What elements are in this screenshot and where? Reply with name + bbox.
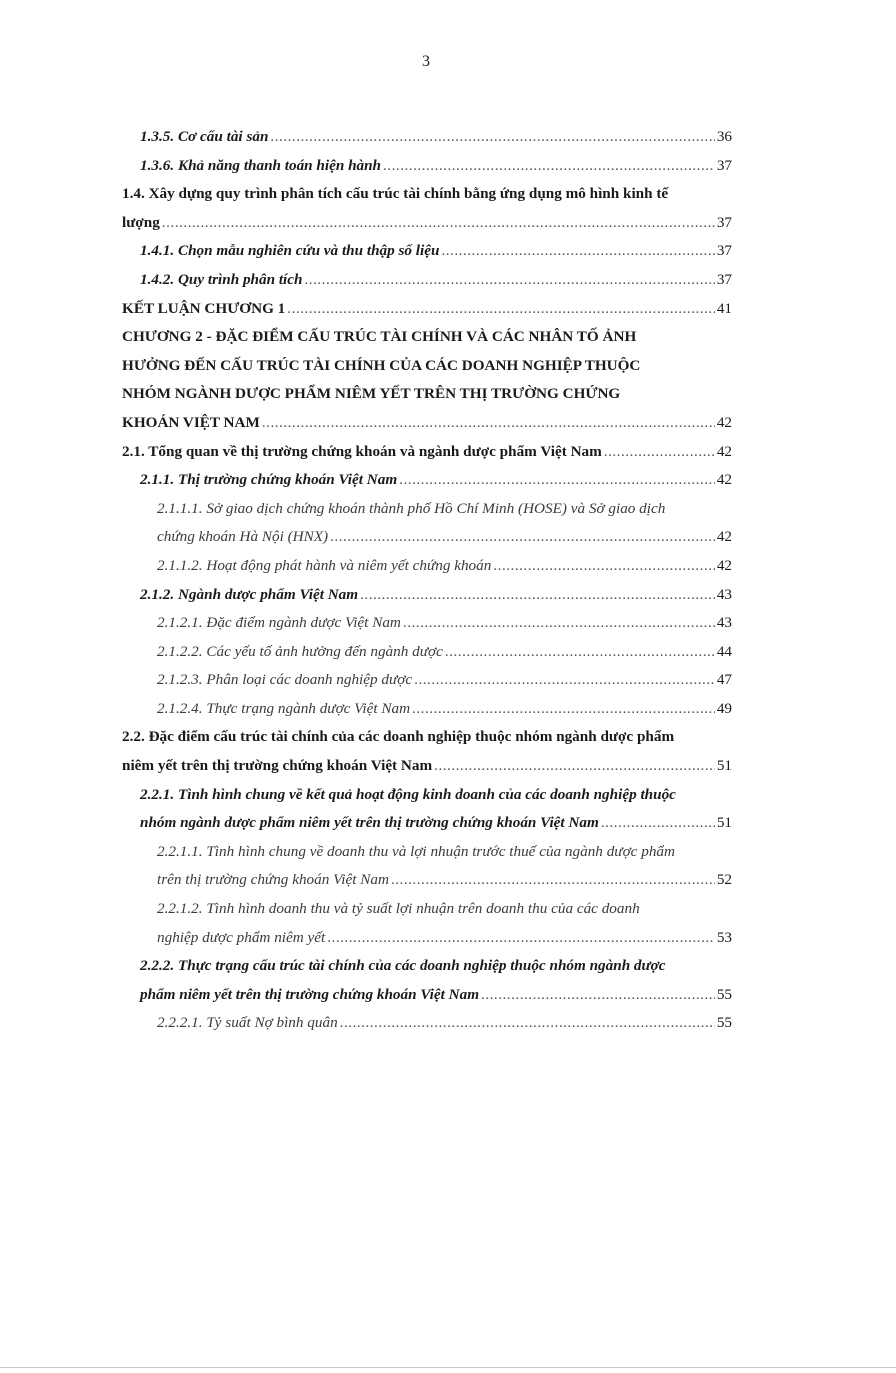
- toc-entry[interactable]: [122, 838, 732, 895]
- dot-leader: [412, 695, 715, 724]
- toc-entry-title: niêm yết trên thị trường chứng khoán Việt Nam: [122, 757, 433, 775]
- toc-entry-title: 1.4.1. Chọn mẫu nghiên cứu và thu thập số liệu: [140, 242, 440, 260]
- toc-line: [122, 266, 732, 295]
- toc-entry[interactable]: [122, 581, 732, 610]
- toc-entry[interactable]: [122, 781, 732, 838]
- toc-page-number: 55: [716, 1014, 732, 1032]
- dot-leader: [262, 409, 715, 438]
- toc-entry[interactable]: [122, 695, 732, 724]
- dot-leader: [330, 523, 715, 552]
- toc-page-number: 42: [716, 471, 732, 489]
- dot-leader: [287, 295, 715, 324]
- toc-entry-title: phẩm niêm yết trên thị trường chứng khoán Việt Nam: [140, 985, 480, 1003]
- toc-line: [122, 723, 732, 752]
- toc-line: [122, 237, 732, 266]
- toc-page-number: 37: [716, 156, 732, 174]
- toc-line: [122, 895, 732, 924]
- toc-entry-title: KHOÁN VIỆT NAM: [122, 413, 260, 431]
- toc-line: [122, 466, 732, 495]
- toc-page-number: 43: [716, 585, 732, 603]
- toc-page-number: 37: [716, 270, 732, 288]
- toc-entry-title: 2.2.1.2. Tình hình doanh thu và tỷ suất lợi nhuận trên doanh thu của các doanh: [157, 900, 640, 918]
- dot-leader: [441, 237, 714, 266]
- dot-leader: [360, 581, 715, 610]
- toc-line: [122, 523, 732, 552]
- dot-leader: [327, 924, 715, 953]
- toc-line: [122, 380, 732, 409]
- toc-entry[interactable]: [122, 1009, 732, 1038]
- toc-entry-title: 2.2.2.1. Tỷ suất Nợ bình quân: [157, 1014, 338, 1032]
- toc-entry-title: 2.1.2.4. Thực trạng ngành dược Việt Nam: [157, 699, 411, 717]
- toc-entry-title: 2.2. Đặc điểm cấu trúc tài chính của các doanh nghiệp thuộc nhóm ngành dược phẩm: [122, 728, 675, 746]
- toc-entry-title: 2.1.2.3. Phân loại các doanh nghiệp dược: [157, 671, 413, 689]
- toc-page-number: 47: [716, 671, 732, 689]
- toc-entry[interactable]: [122, 638, 732, 667]
- toc-entry[interactable]: [122, 152, 732, 181]
- toc-line: [122, 752, 732, 781]
- dot-leader: [391, 866, 715, 895]
- toc-line: [122, 609, 732, 638]
- toc-entry-title: 2.1.2. Ngành dược phẩm Việt Nam: [140, 585, 359, 603]
- toc-page-number: 51: [716, 757, 732, 775]
- toc-entry[interactable]: [122, 552, 732, 581]
- toc-page-number: 42: [716, 528, 732, 546]
- dot-leader: [434, 752, 715, 781]
- toc-line: [122, 781, 732, 810]
- toc-line: [122, 409, 732, 438]
- toc-line: [122, 809, 732, 838]
- dot-leader: [270, 123, 714, 152]
- toc-entry-title: 2.1.1.1. Sở giao dịch chứng khoán thành phố Hồ Chí Minh (HOSE) và Sở giao dịch: [157, 499, 666, 517]
- toc-line: [122, 295, 732, 324]
- toc-page-number: 55: [716, 985, 732, 1003]
- toc-entry-title: trên thị trường chứng khoán Việt Nam: [157, 871, 389, 889]
- dot-leader: [601, 809, 715, 838]
- toc-line: [122, 152, 732, 181]
- toc-entry[interactable]: [122, 495, 732, 552]
- toc-entry-title: 2.1.1.2. Hoạt động phát hành và niêm yết chứng khoán: [157, 556, 492, 574]
- dot-leader: [162, 209, 715, 238]
- toc-entry-title: 2.2.1. Tình hình chung về kết quả hoạt động kinh doanh của các doanh nghiệp thuộc: [140, 785, 676, 803]
- toc-page-number: 42: [716, 556, 732, 574]
- toc-line: [122, 638, 732, 667]
- toc-entry-title: 1.4. Xây dựng quy trình phân tích cấu trúc tài chính bằng ứng dụng mô hình kinh tế: [122, 185, 669, 203]
- toc-line: [122, 352, 732, 381]
- toc-entry-title: CHƯƠNG 2 - ĐẶC ĐIỂM CẤU TRÚC TÀI CHÍNH VÀ CÁC NHÂN TỐ ẢNH: [122, 328, 637, 346]
- toc-entry-title: KẾT LUẬN CHƯƠNG 1: [122, 299, 286, 317]
- toc-entry-title: 2.1. Tổng quan về thị trường chứng khoán và ngành dược phẩm Việt Nam: [122, 442, 602, 460]
- toc-page-number: 37: [716, 242, 732, 260]
- toc-entry[interactable]: [122, 266, 732, 295]
- toc-page-number: 36: [716, 128, 732, 145]
- toc-entry[interactable]: [122, 438, 732, 467]
- dot-leader: [414, 666, 715, 695]
- table-of-contents: [122, 123, 732, 1038]
- dot-leader: [403, 609, 715, 638]
- toc-page-number: 44: [716, 642, 732, 660]
- toc-line: [122, 1009, 732, 1038]
- toc-entry[interactable]: [122, 723, 732, 780]
- toc-entry-title: 1.3.6. Khả năng thanh toán hiện hành: [140, 156, 381, 174]
- toc-entry-title: 1.4.2. Quy trình phân tích: [140, 270, 303, 288]
- toc-page-number: 37: [716, 213, 732, 231]
- toc-entry[interactable]: [122, 180, 732, 237]
- toc-entry-title: 2.1.2.1. Đặc điểm ngành dược Việt Nam: [157, 614, 401, 632]
- toc-page-number: 42: [716, 413, 732, 431]
- dot-leader: [304, 266, 714, 295]
- toc-line: [122, 695, 732, 724]
- dot-leader: [340, 1009, 715, 1038]
- dot-leader: [604, 438, 715, 467]
- toc-entry[interactable]: [122, 123, 732, 152]
- toc-line: [122, 495, 732, 524]
- toc-entry-title: lượng: [122, 213, 160, 231]
- toc-page-number: 41: [716, 299, 732, 317]
- dot-leader: [383, 152, 715, 181]
- toc-line: [122, 209, 732, 238]
- toc-entry-title: 2.1.1. Thị trường chứng khoán Việt Nam: [140, 471, 398, 489]
- toc-line: [122, 666, 732, 695]
- toc-entry-title: NHÓM NGÀNH DƯỢC PHẨM NIÊM YẾT TRÊN THỊ TRƯỜNG CHỨNG: [122, 385, 621, 403]
- toc-entry-title: 2.2.1.1. Tình hình chung về doanh thu và lợi nhuận trước thuế của ngành dược phẩm: [157, 842, 675, 860]
- toc-entry[interactable]: [122, 895, 732, 952]
- toc-entry-title: 1.3.5. Cơ cấu tài sản: [140, 128, 269, 145]
- page-number: 3: [422, 53, 430, 70]
- toc-line: [122, 924, 732, 953]
- toc-line: [122, 123, 732, 152]
- toc-line: [122, 981, 732, 1010]
- toc-line: [122, 581, 732, 610]
- dot-leader: [445, 638, 715, 667]
- toc-page-number: 53: [716, 928, 732, 946]
- toc-entry[interactable]: [122, 666, 732, 695]
- toc-entry-title: nhóm ngành dược phẩm niêm yết trên thị trường chứng khoán Việt Nam: [140, 814, 599, 832]
- toc-entry[interactable]: [122, 466, 732, 495]
- dot-leader: [481, 981, 715, 1010]
- toc-entry-title: chứng khoán Hà Nội (HNX): [157, 528, 329, 546]
- toc-line: [122, 952, 732, 981]
- toc-page-number: 42: [716, 442, 732, 460]
- toc-line: [122, 180, 732, 209]
- toc-line: [122, 552, 732, 581]
- toc-line: [122, 838, 732, 867]
- toc-entry[interactable]: [122, 323, 732, 437]
- toc-line: [122, 866, 732, 895]
- dot-leader: [399, 466, 715, 495]
- toc-entry-title: 2.1.2.2. Các yếu tố ảnh hưởng đến ngành dược: [157, 642, 443, 660]
- toc-page-number: 43: [716, 614, 732, 632]
- toc-entry-title: 2.2.2. Thực trạng cấu trúc tài chính của các doanh nghiệp thuộc nhóm ngành dược: [140, 957, 666, 975]
- toc-page-number: 49: [716, 699, 732, 717]
- toc-entry[interactable]: [122, 237, 732, 266]
- toc-entry[interactable]: [122, 952, 732, 1009]
- toc-page-number: 51: [716, 814, 732, 832]
- toc-line: [122, 438, 732, 467]
- toc-entry-title: HƯỞNG ĐẾN CẤU TRÚC TÀI CHÍNH CỦA CÁC DOANH NGHIỆP THUỘC: [122, 356, 641, 374]
- toc-page-number: 52: [716, 871, 732, 889]
- dot-leader: [493, 552, 714, 581]
- toc-line: [122, 323, 732, 352]
- toc-entry[interactable]: [122, 609, 732, 638]
- page-bottom-divider: [0, 1367, 896, 1368]
- toc-entry-title: nghiệp dược phẩm niêm yết: [157, 928, 326, 946]
- toc-entry[interactable]: [122, 295, 732, 324]
